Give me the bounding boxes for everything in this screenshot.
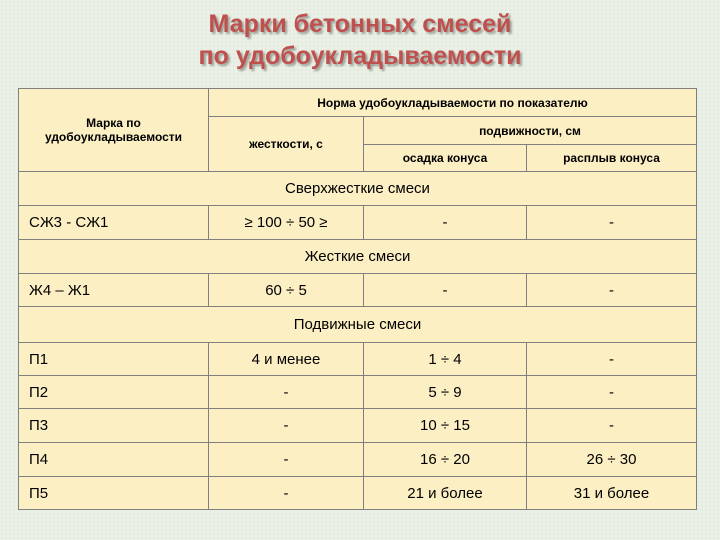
row-grade: Ж4 – Ж1 (19, 274, 208, 306)
row-spread: 31 и более (527, 477, 696, 509)
row-slump: 1 ÷ 4 (364, 343, 526, 375)
section-title: Сверхжесткие смеси (19, 172, 696, 205)
header-slump: осадка конуса (364, 145, 526, 171)
row-stiffness: 4 и менее (209, 343, 363, 375)
row-grade: П1 (19, 343, 208, 375)
row-slump: 5 ÷ 9 (364, 376, 526, 408)
row-stiffness: - (209, 409, 363, 442)
row-spread: - (527, 343, 696, 375)
section-title: Подвижные смеси (19, 307, 696, 342)
row-stiffness: - (209, 376, 363, 408)
header-mobility: подвижности, см (364, 117, 696, 144)
row-stiffness: - (209, 443, 363, 476)
page-title (0, 8, 720, 72)
title-line-2: по удобоукладываемости (198, 42, 522, 70)
row-stiffness: - (209, 477, 363, 509)
row-slump: 21 и более (364, 477, 526, 509)
header-grade: Марка по удобоукладываемости (19, 89, 208, 171)
row-spread: - (527, 376, 696, 408)
header-stiffness: жесткости, с (209, 117, 363, 171)
section-title: Жесткие смеси (19, 240, 696, 273)
row-slump: 16 ÷ 20 (364, 443, 526, 476)
row-spread: 26 ÷ 30 (527, 443, 696, 476)
concrete-grades-table (18, 88, 697, 510)
row-spread: - (527, 274, 696, 306)
row-grade: СЖ3 - СЖ1 (19, 206, 208, 239)
row-grade: П2 (19, 376, 208, 408)
row-stiffness: ≥ 100 ÷ 50 ≥ (209, 206, 363, 239)
header-spread: расплыв конуса (527, 145, 696, 171)
row-stiffness: 60 ÷ 5 (209, 274, 363, 306)
row-spread: - (527, 409, 696, 442)
row-slump: 10 ÷ 15 (364, 409, 526, 442)
title-line-1: Марки бетонных смесей (208, 10, 512, 38)
row-slump: - (364, 206, 526, 239)
row-slump: - (364, 274, 526, 306)
row-grade: П4 (19, 443, 208, 476)
row-grade: П5 (19, 477, 208, 509)
header-norm: Норма удобоукладываемости по показателю (209, 89, 696, 116)
row-grade: П3 (19, 409, 208, 442)
row-spread: - (527, 206, 696, 239)
